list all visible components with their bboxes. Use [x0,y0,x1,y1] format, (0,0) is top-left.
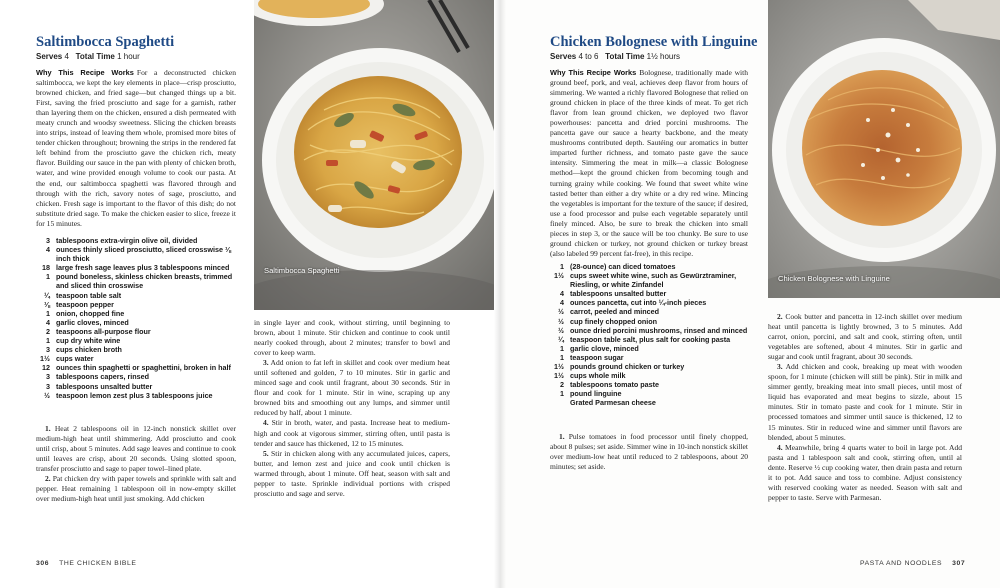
ingredient-item [544,380,754,389]
step-1: 1. Heat 2 tablespoons oil in 12-inch nonstick skillet over medium-high heat until shimmering. Add prosciutto and cook until crisp, about 5 minutes. Add sage leaves and continue to cook until leaves are crisp, about 20 seconds. Using slotted spoon, transfer prosciutto and sage to paper towel–lined plate. [36,424,236,474]
recipe-meta [550,52,680,61]
ingredient-item [30,327,240,336]
directions-column-1 [550,432,748,472]
ingredient-quantity: 2 [560,380,564,390]
ingredient-text: pounds ground chicken or turkey [570,362,685,372]
why-label: Why This Recipe Works [550,68,637,77]
ingredient-quantity: 4 [560,298,564,308]
ingredient-text: tablespoons unsalted butter [570,289,667,299]
step-2: 2. Cook butter and pancetta in 12-inch skillet over medium heat until pancetta is lightly browned, 3 to 5 minutes. Add carrot, onion, porcini, and salt and cook, stirring often, until vegetables are softened, about 4 minutes. Stir in garlic and sugar and cook until fragrant, about 30 seconds. [768,312,962,362]
ingredient-text: teaspoon sugar [570,352,624,362]
ingredient-text: garlic clove, minced [570,343,639,353]
ingredient-text: carrot, peeled and minced [570,307,660,317]
ingredient-quantity: 3 [46,345,50,355]
ingredient-text: cups chicken broth [56,345,122,355]
ingredient-quantity: 1½ [554,362,564,372]
ingredient-quantity: 1 [46,308,50,318]
ingredient-text: cup finely chopped onion [570,316,658,326]
ingredient-text: teaspoons all-purpose flour [56,326,151,336]
page-folio [860,560,965,567]
ingredient-quantity: 3 [46,381,50,391]
serves-value: 4 to 6 [578,52,599,61]
ingredient-quantity: 12 [42,363,50,373]
ingredient-item [30,363,240,372]
ingredient-item [544,271,754,289]
ingredient-quantity: 3 [46,372,50,382]
chicken-bolognese-photo [768,0,1000,298]
ingredient-quantity: 1 [560,352,564,362]
book-title: THE CHICKEN BIBLE [59,560,137,567]
ingredient-item [544,307,754,316]
ingredient-text: cup dry white wine [56,336,121,346]
recipe-title: Chicken Bolognese with Linguine [550,34,758,50]
ingredient-item [30,245,240,263]
ingredient-text: cups water [56,354,94,364]
book-gutter [494,0,506,588]
ingredient-item [544,326,754,335]
serves-value: 4 [64,52,69,61]
ingredient-text: (28-ounce) can diced tomatoes [570,262,676,271]
ingredient-item [30,345,240,354]
ingredient-text: tablespoons extra-virgin olive oil, divided [56,236,198,245]
ingredient-quantity: 1 [560,262,564,271]
ingredient-text: tablespoons unsalted butter [56,381,153,391]
ingredient-quantity: 4 [560,289,564,299]
ingredient-item [544,371,754,380]
ingredient-quantity: 1½ [554,271,564,281]
ingredient-item [544,362,754,371]
ingredient-text: cups sweet white wine, such as Gewürztraminer, Riesling, or white Zinfandel [570,271,737,290]
ingredient-item [30,300,240,309]
step-3: 3. Add chicken and cook, breaking up meat with wooden spoon, for 1 minute (chicken will still be pink). Stir in milk and simmer gently, breaking meat into small pieces, until most of liquid has evaporated and meat begins to sizzle, about 15 minutes. Stir in tomato paste and cook for 1 minute. Stir in processed tomatoes and simmer until sauce is thickened, 12 to 15 minutes. Stir in reduced wine and simmer until flavors are blended, about 5 minutes. [768,362,962,442]
step-5: 5. Stir in chicken along with any accumulated juices, capers, butter, and lemon zest and juice and cook until chicken is warmed through, about 1 minute. Off heat, season with salt and pepper to taste. Sprinkle individual portions with crisped prosciutto and sage and serve. [254,448,450,498]
why-text: Bolognese, traditionally made with ground beef, pork, and veal, achieves deep flavor from hours of simmering. We wanted a richly flavored Bolognese that relied on ground chicken in place of the three kinds of meat. To get rich flavor from lean ground chicken, we deployed two flavor powerhouses: pancetta and dried porcini mushrooms. The pancetta gave our sauce a hearty backbone, and the meaty mushrooms contributed depth. Sautéing our aromatics in butter imparted further richness, and tomato paste gave the sauce intensity. Simmering the meat in milk—a classic Bolognese method—kept the ground chicken from becoming tough and turning grainy while cooking. We found that sweet white wine tasted better than either a dry white or a dry red wine. Mincing the vegetables is important for the texture of the sauce; if desired, use a food processor and pulse each vegetable separately until finely minced. Also, be sure to break the chicken into small pieces in step 3, or the sauce will be too chunky. Be sure to use ground chicken or turkey, not ground chicken or turkey breast (also labeled 99 percent fat-free), in this recipe. [550,68,748,258]
step-4: 4. Meanwhile, bring 4 quarts water to boil in large pot. Add pasta and 1 tablespoon salt and cook, stirring often, until al dente. Reserve ½ cup cooking water, then drain pasta and return it to pot. Add sauce and toss to combine. Adjust consistency with reserved cooking water as needed. Season with salt and pepper to taste. Serve with Parmesan. [768,442,962,502]
ingredient-quantity: ⅛ [44,299,50,309]
time-value: 1½ hours [646,52,681,61]
serves-label: Serves [36,52,63,61]
ingredient-text: tablespoons capers, rinsed [56,372,150,382]
ingredient-text: ounces thin spaghetti or spaghettini, broken in half [56,363,231,373]
why-this-recipe-works [550,68,748,259]
ingredient-text: garlic cloves, minced [56,317,129,327]
recipe-meta [36,52,140,61]
directions-column-1 [36,424,236,504]
why-this-recipe-works [36,68,236,229]
step-1: 1. Pulse tomatoes in food processor until finely chopped, about 8 pulses; set aside. Simmer wine in 10-inch nonstick skillet over medium-low heat until reduced to 2 tablespoons, about 20 minutes; set aside. [550,432,748,472]
ingredient-item [544,344,754,353]
why-label: Why This Recipe Works [36,68,134,77]
ingredient-quantity: ½ [558,316,564,326]
time-value: 1 hour [117,52,140,61]
ingredient-item [30,318,240,327]
ingredient-quantity: ¼ [44,290,50,300]
ingredient-text: ounce dried porcini mushrooms, rinsed and minced [570,325,748,335]
photo-caption: Chicken Bolognese with Linguine [778,274,890,283]
directions-column-2 [768,312,962,503]
recipe-title: Saltimbocca Spaghetti [36,34,175,50]
ingredient-quantity: ½ [44,390,50,400]
section-title: PASTA AND NOODLES [860,560,943,567]
ingredient-item [30,309,240,318]
ingredient-quantity: 2 [46,326,50,336]
ingredient-item [30,236,240,245]
ingredient-text: teaspoon table salt [56,290,122,300]
ingredient-text: large fresh sage leaves plus 3 tablespoons minced [56,263,230,273]
ingredient-list [30,236,240,400]
ingredient-item [544,317,754,326]
step-2: 2. Pat chicken dry with paper towels and sprinkle with salt and pepper. Heat remaining 1 tablespoon oil in now-empty skillet over medium-high heat until just smoking. Add chicken [36,474,237,504]
saltimbocca-spaghetti-photo [254,0,494,310]
ingredient-quantity: 1 [560,343,564,353]
ingredient-item [544,262,754,271]
ingredient-text: teaspoon lemon zest plus 3 tablespoons juice [56,390,213,400]
ingredient-item [30,263,240,272]
ingredient-text: teaspoon table salt, plus salt for cooking pasta [570,334,731,344]
serves-label: Serves [550,52,577,61]
ingredient-item [544,389,754,398]
ingredient-quantity: 3 [46,236,50,245]
ingredient-quantity: 1 [560,389,564,399]
ingredient-item [544,353,754,362]
time-label: Total Time [75,52,115,61]
time-label: Total Time [605,52,645,61]
ingredient-item [544,335,754,344]
ingredient-item [30,391,240,400]
step-4: 4. Stir in broth, water, and pasta. Increase heat to medium-high and cook at vigorous simmer, stirring often, until pasta is tender and sauce has thickened, 12 to 15 minutes. [254,418,451,448]
ingredient-text: Grated Parmesan cheese [570,398,656,408]
ingredient-item [544,298,754,307]
ingredient-text: ounces pancetta, cut into ¼-inch pieces [570,298,707,308]
ingredient-quantity: 18 [42,263,50,273]
bolognese-plate-icon [768,0,1000,298]
ingredient-quantity: 1½ [40,354,50,364]
ingredient-item [544,398,754,407]
right-page [500,0,1000,588]
ingredient-item [30,272,240,290]
ingredient-item [30,354,240,363]
ingredient-quantity: ½ [558,325,564,335]
ingredient-text: cups whole milk [570,371,626,381]
ingredient-quantity [544,398,570,407]
ingredient-item [30,372,240,381]
ingredient-text: pound boneless, skinless chicken breasts, trimmed and sliced thin crosswise [56,272,233,291]
ingredient-item [30,336,240,345]
ingredient-quantity: 4 [46,317,50,327]
pasta-plate-icon [254,0,494,310]
directions-column-2 [254,318,450,499]
page-number: 307 [952,560,966,567]
page-number: 306 [36,560,50,567]
step-3: 3. Add onion to fat left in skillet and cook over medium heat until softened and golden, 7 to 10 minutes. Stir in garlic and minced sage and cook until fragrant, about 30 seconds. Stir in flour and cook for 1 minute. Stir in wine, scraping up any browned bits and smoothing out any lumps, and simmer until reduced by half, about 1 minute. [254,358,450,418]
photo-caption: Saltimbocca Spaghetti [264,266,340,275]
ingredient-quantity: 1 [46,336,50,346]
ingredient-quantity: 1½ [554,371,564,381]
ingredient-quantity: 1 [46,272,50,282]
ingredient-item [30,382,240,391]
step-2-continued: in single layer and cook, without stirring, until beginning to brown, about 1 minute. Stir chicken and continue to cook until nearly cooked through, about 2 minutes; transfer to bowl and cover to keep warm. [254,318,450,358]
ingredient-text: ounces thinly sliced prosciutto, sliced crosswise ⅛ inch thick [56,245,231,264]
ingredient-item [544,289,754,298]
ingredient-quantity: ¼ [558,334,564,344]
ingredient-text: pound linguine [570,389,622,399]
ingredient-list [544,262,754,408]
ingredient-quantity: 4 [46,245,50,255]
page-folio [36,560,137,567]
ingredient-text: tablespoons tomato paste [570,380,660,390]
ingredient-text: onion, chopped fine [56,308,125,318]
ingredient-item [30,291,240,300]
why-text: For a deconstructed chicken saltimbocca, we kept the key elements in place—crisp prosciutto, browned chicken, and fried sage—but changed things up a bit. First, saving the fried prosciutto and sage for a garnish, rather than layering them on the chicken, ensured a dish permeated with meaty crunch and woodsy sweetness. Slicing the chicken breasts into strips, instead of leaving them whole, promised more bites of tender chicken throughout; browning the strips in the rendered fat left behind from the prosciutto gave the chicken rich, meaty flavor. Building our sauce in the pan with plenty of chicken broth, water, and wine provided enough volume to cook our pasta. At the end, our saltimbocca spaghetti was flavored through and through with the rich, savory notes of sage, prosciutto, and chicken. Fresh sage is important to the flavor of this dish; do not substitute dried sage. To make the chicken easier to slice, freeze it for 15 minutes. [36,68,236,228]
ingredient-text: teaspoon pepper [56,299,114,309]
ingredient-quantity: ½ [558,307,564,317]
